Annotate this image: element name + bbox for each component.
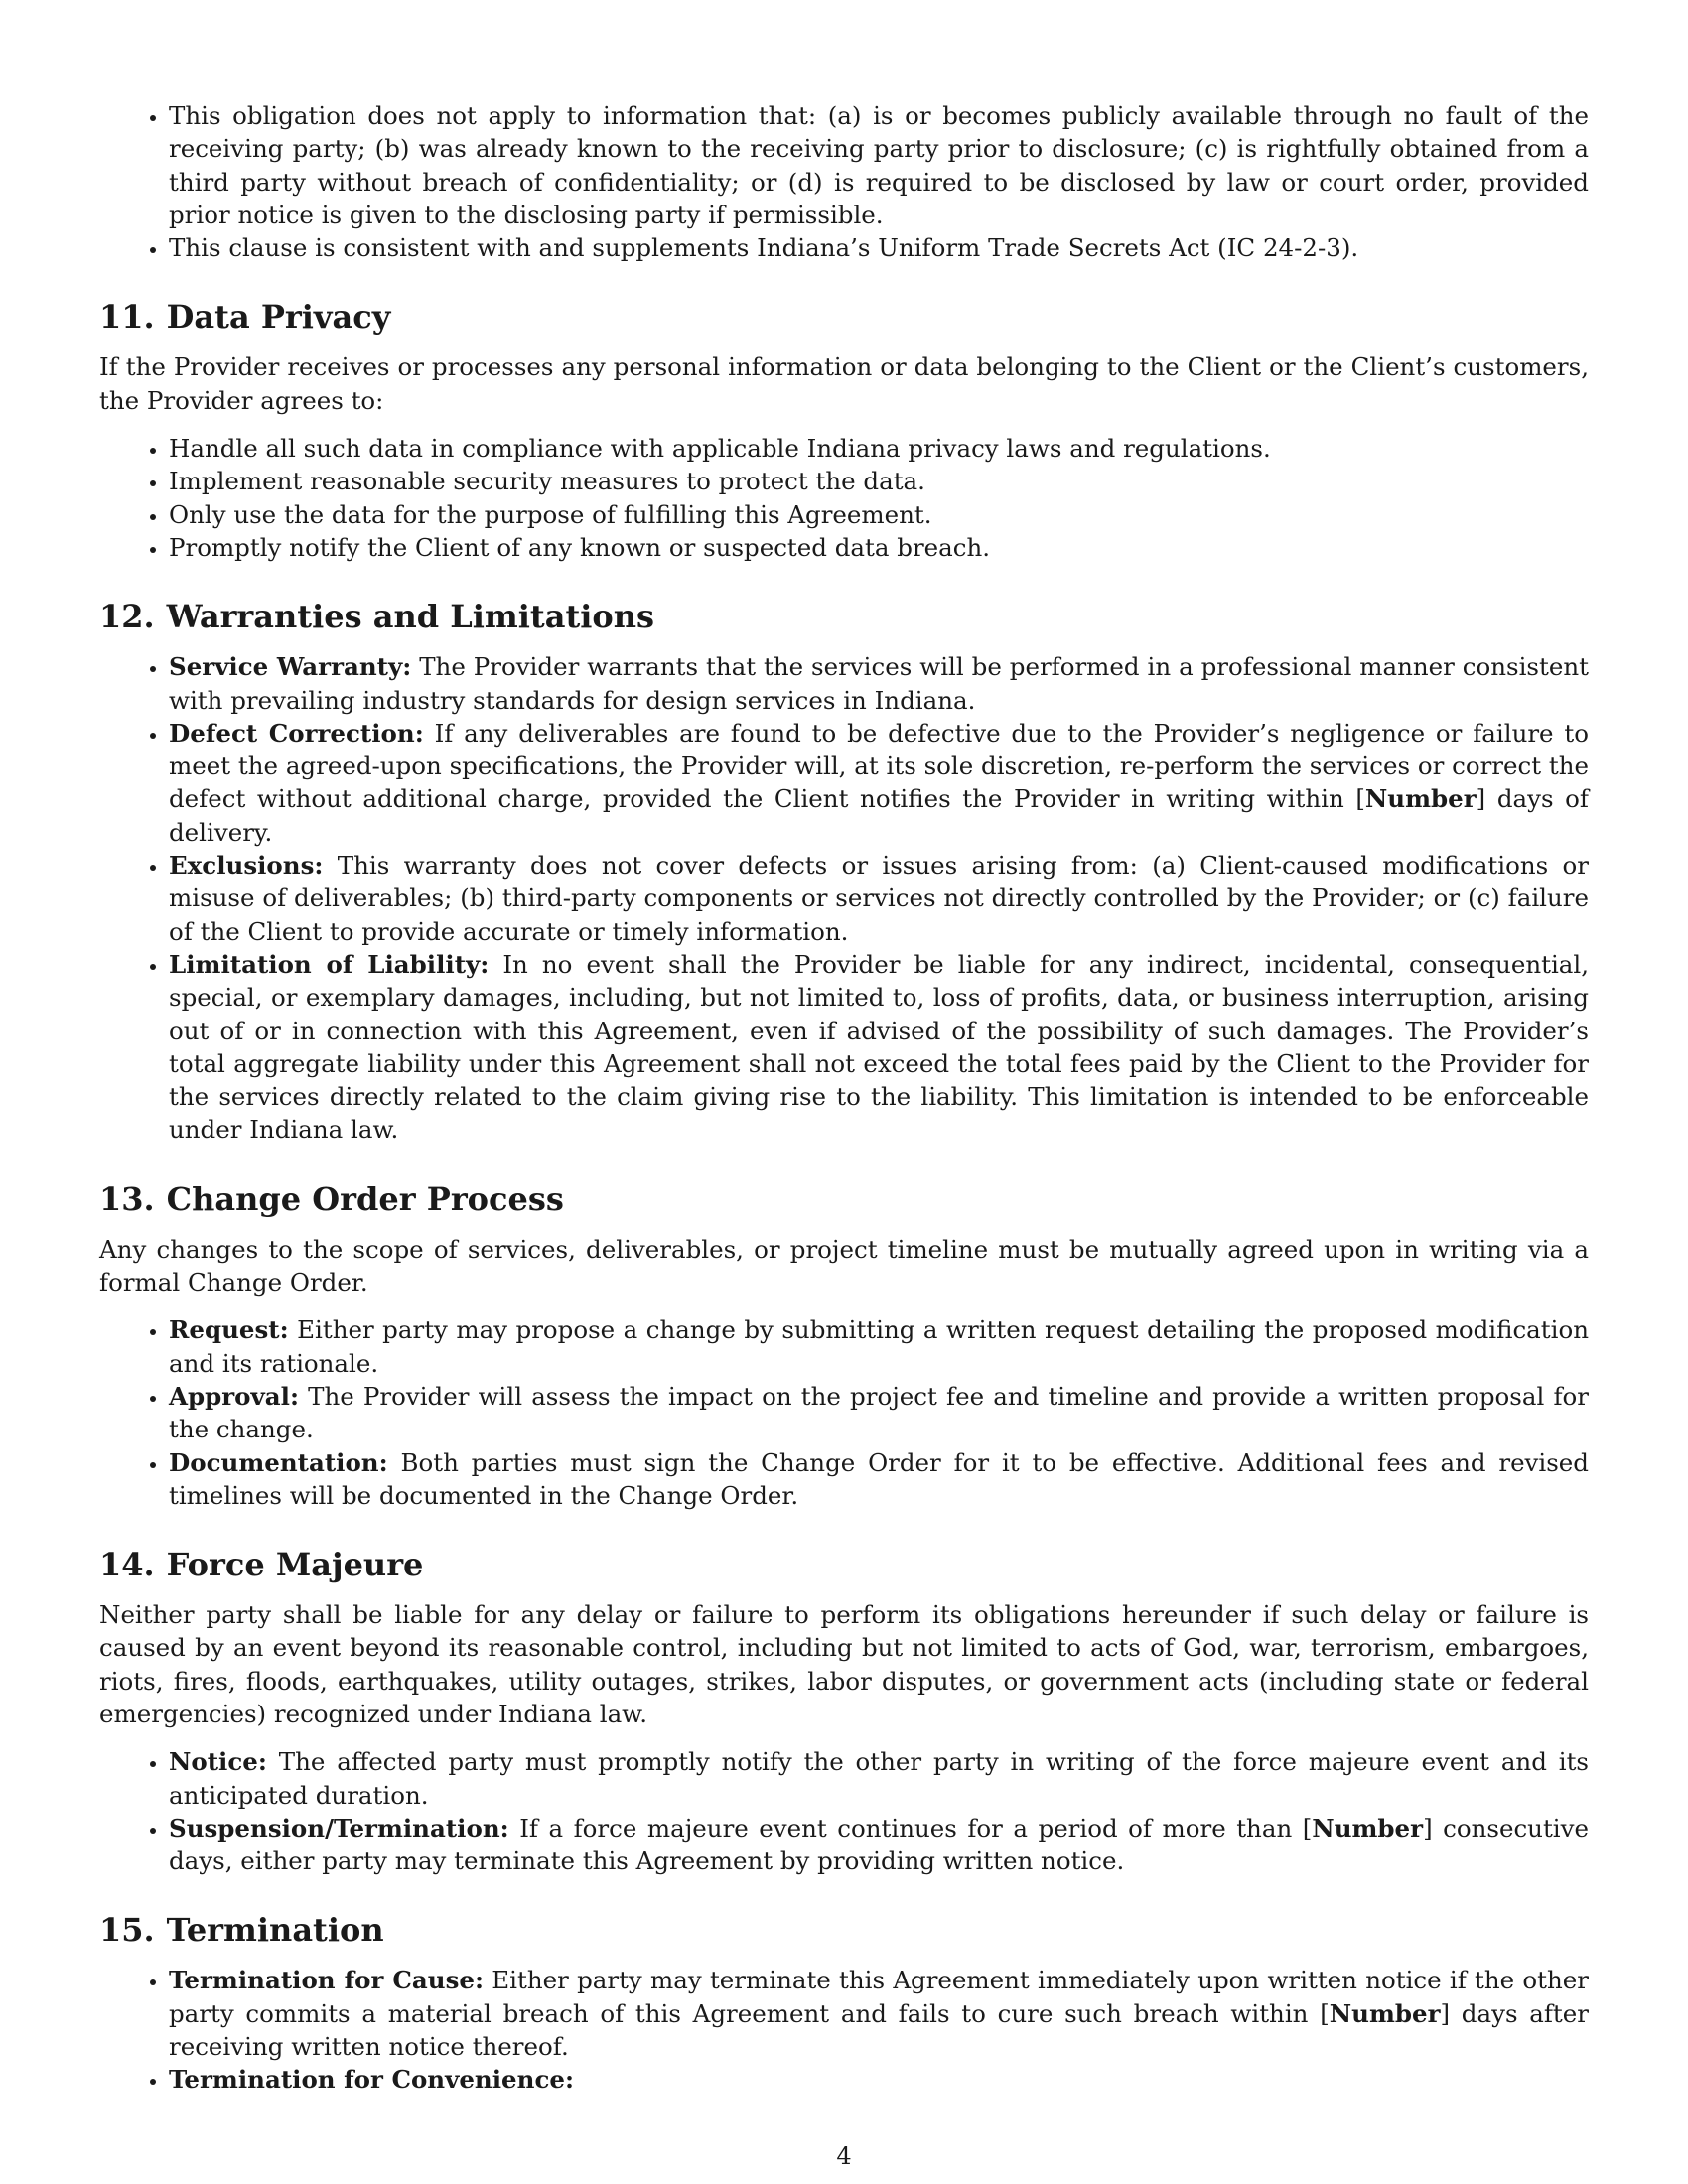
section-heading	[99, 597, 1589, 636]
list-item	[169, 849, 1589, 948]
confidentiality-bullets	[99, 99, 1589, 264]
list-item: • Only use the data for the purpose of fulfilling this Agreement.	[169, 498, 1589, 531]
item-text: ] days after receiving written notice thereof.	[169, 1998, 1589, 2062]
section-number: 11.	[99, 298, 155, 337]
section-title: Data Privacy	[166, 298, 391, 337]
item-text: The Provider will assess the impact on the project fee and timeline and provide a written proposal for the change.	[169, 1381, 1589, 1444]
section-intro: Neither party shall be liable for any delay or failure to perform its obligations hereunder if such delay or failure is caused by an event beyond its reasonable control, including but not limited to acts of God, war, terrorism, embargoes, riots, fires, floods, earthquakes, utility outages, strikes, labor disputes, or government acts (including state or federal emergencies) recognized under Indiana law.	[99, 1600, 1589, 1728]
list-item	[169, 1446, 1589, 1513]
item-text: Either party may propose a change by submitting a written request detailing the proposed modification and its rationale.	[169, 1315, 1589, 1378]
item-text: Both parties must sign the Change Order for it to be effective. Additional fees and revised timelines will be documented in the Change Order.	[169, 1447, 1589, 1510]
section-number: 15.	[99, 1911, 155, 1950]
list-item	[169, 1313, 1589, 1380]
item-label: Limitation of Liability:	[169, 949, 490, 979]
list-item	[169, 717, 1589, 849]
item-text: ] days of delivery.	[169, 784, 1589, 847]
item-label: Exclusions:	[169, 851, 324, 881]
section-intro: If the Provider receives or processes any personal information or data belonging to the Client or the Client’s customers, the Provider agrees to:	[99, 352, 1589, 415]
item-text: ] consecutive days, either party may terminate this Agreement by providing written notice.	[169, 1813, 1589, 1876]
item-label: Documentation:	[169, 1447, 388, 1477]
section-number: 13.	[99, 1179, 155, 1218]
list-item: • Implement reasonable security measures to protect the data.	[169, 465, 1589, 497]
list-item	[169, 1812, 1589, 1878]
page-number: 4	[836, 2142, 852, 2170]
section-title: Warranties and Limitations	[166, 598, 654, 636]
item-label: Notice:	[169, 1747, 267, 1777]
section-heading	[99, 297, 1589, 337]
placeholder-field: Number	[1364, 784, 1477, 814]
item-text: This warranty does not cover defects or issues arising from: (a) Client-caused modifications or misuse of deliverables; (b) third-party components or services not directly controlled by the Provider; or (c) failure of the Client to provide accurate or timely information.	[169, 851, 1589, 946]
item-text: In no event shall the Provider be liable for any indirect, incidental, consequential, special, or exemplary damages, including, but not limited to, loss of profits, data, or business interruption, arising out of or in connection with this Agreement, even if advised of the possibility of such damages. The Provider’s total aggregate liability under this Agreement shall not exceed the total fees paid by the Client to the Provider for the services directly related to the claim giving rise to the liability. This limitation is intended to be enforceable under Indiana law.	[169, 949, 1590, 1145]
section-data-privacy	[99, 297, 1589, 564]
section-number: 14.	[99, 1546, 155, 1584]
list-item: • Handle all such data in compliance with applicable Indiana privacy laws and regulations.	[169, 432, 1589, 465]
section-title: Termination	[166, 1911, 384, 1950]
list-item	[169, 948, 1589, 1147]
section-heading	[99, 1179, 1589, 1219]
bullet-list	[99, 1313, 1589, 1512]
item-text: Either party may terminate this Agreement immediately upon written notice if the other party commits a material breach of this Agreement and fails to cure such breach within [	[169, 1966, 1589, 2028]
list-item: • This obligation does not apply to information that: (a) is or becomes publicly available through no fault of the receiving party; (b) was already known to the receiving party prior to disclosure; (c) is rightfully obtained from a third party without breach of confidentiality; or (d) is required to be disclosed by law or court order, provided prior notice is given to the disclosing party if permissible.	[169, 99, 1589, 231]
list-item	[169, 1380, 1589, 1446]
bullet-list	[99, 1745, 1589, 1877]
item-text: If a force majeure event continues for a period of more than [	[519, 1813, 1313, 1843]
section-number: 12.	[99, 598, 155, 636]
bullet-list	[99, 432, 1589, 564]
section-heading	[99, 1545, 1589, 1584]
document-page	[99, 99, 1589, 2097]
item-label: Termination for Convenience:	[169, 2065, 575, 2095]
list-item	[169, 1745, 1589, 1812]
bullet-list	[99, 1964, 1589, 2096]
list-item	[169, 1964, 1589, 2063]
section-warranties	[99, 597, 1589, 1146]
list-item: • Promptly notify the Client of any known or suspected data breach.	[169, 531, 1589, 564]
list-item	[169, 650, 1589, 717]
item-label: Request:	[169, 1315, 289, 1345]
placeholder-field: Number	[1312, 1813, 1424, 1843]
list-item	[169, 2063, 1589, 2096]
item-label: Defect Correction:	[169, 718, 424, 748]
placeholder-field: Number	[1329, 1998, 1441, 2028]
bullet-list	[99, 650, 1589, 1146]
list-item: • This clause is consistent with and supplements Indiana’s Uniform Trade Secrets Act (IC 24-2-3).	[169, 231, 1589, 264]
section-change-order	[99, 1179, 1589, 1512]
section-title: Change Order Process	[166, 1179, 564, 1218]
item-label: Service Warranty:	[169, 652, 412, 682]
item-label: Approval:	[169, 1381, 299, 1411]
item-text: The affected party must promptly notify the other party in writing of the force majeure event and its anticipated duration.	[169, 1747, 1589, 1810]
section-termination	[99, 1910, 1589, 2096]
section-intro: Any changes to the scope of services, deliverables, or project timeline must be mutually agreed upon in writing via a formal Change Order.	[99, 1234, 1589, 1297]
item-label: Termination for Cause:	[169, 1966, 484, 1995]
item-label: Suspension/Termination:	[169, 1813, 509, 1843]
item-text: If any deliverables are found to be defective due to the Provider’s negligence or failure to meet the agreed-upon specifications, the Provider will, at its sole discretion, re-perform the services or correct the defect without additional charge, provided the Client notifies the Provider in writing within [	[169, 718, 1589, 814]
section-title: Force Majeure	[166, 1546, 424, 1584]
section-force-majeure	[99, 1545, 1589, 1877]
item-text: The Provider warrants that the services will be performed in a professional manner consistent with prevailing industry standards for design services in Indiana.	[169, 652, 1589, 715]
section-heading	[99, 1910, 1589, 1950]
